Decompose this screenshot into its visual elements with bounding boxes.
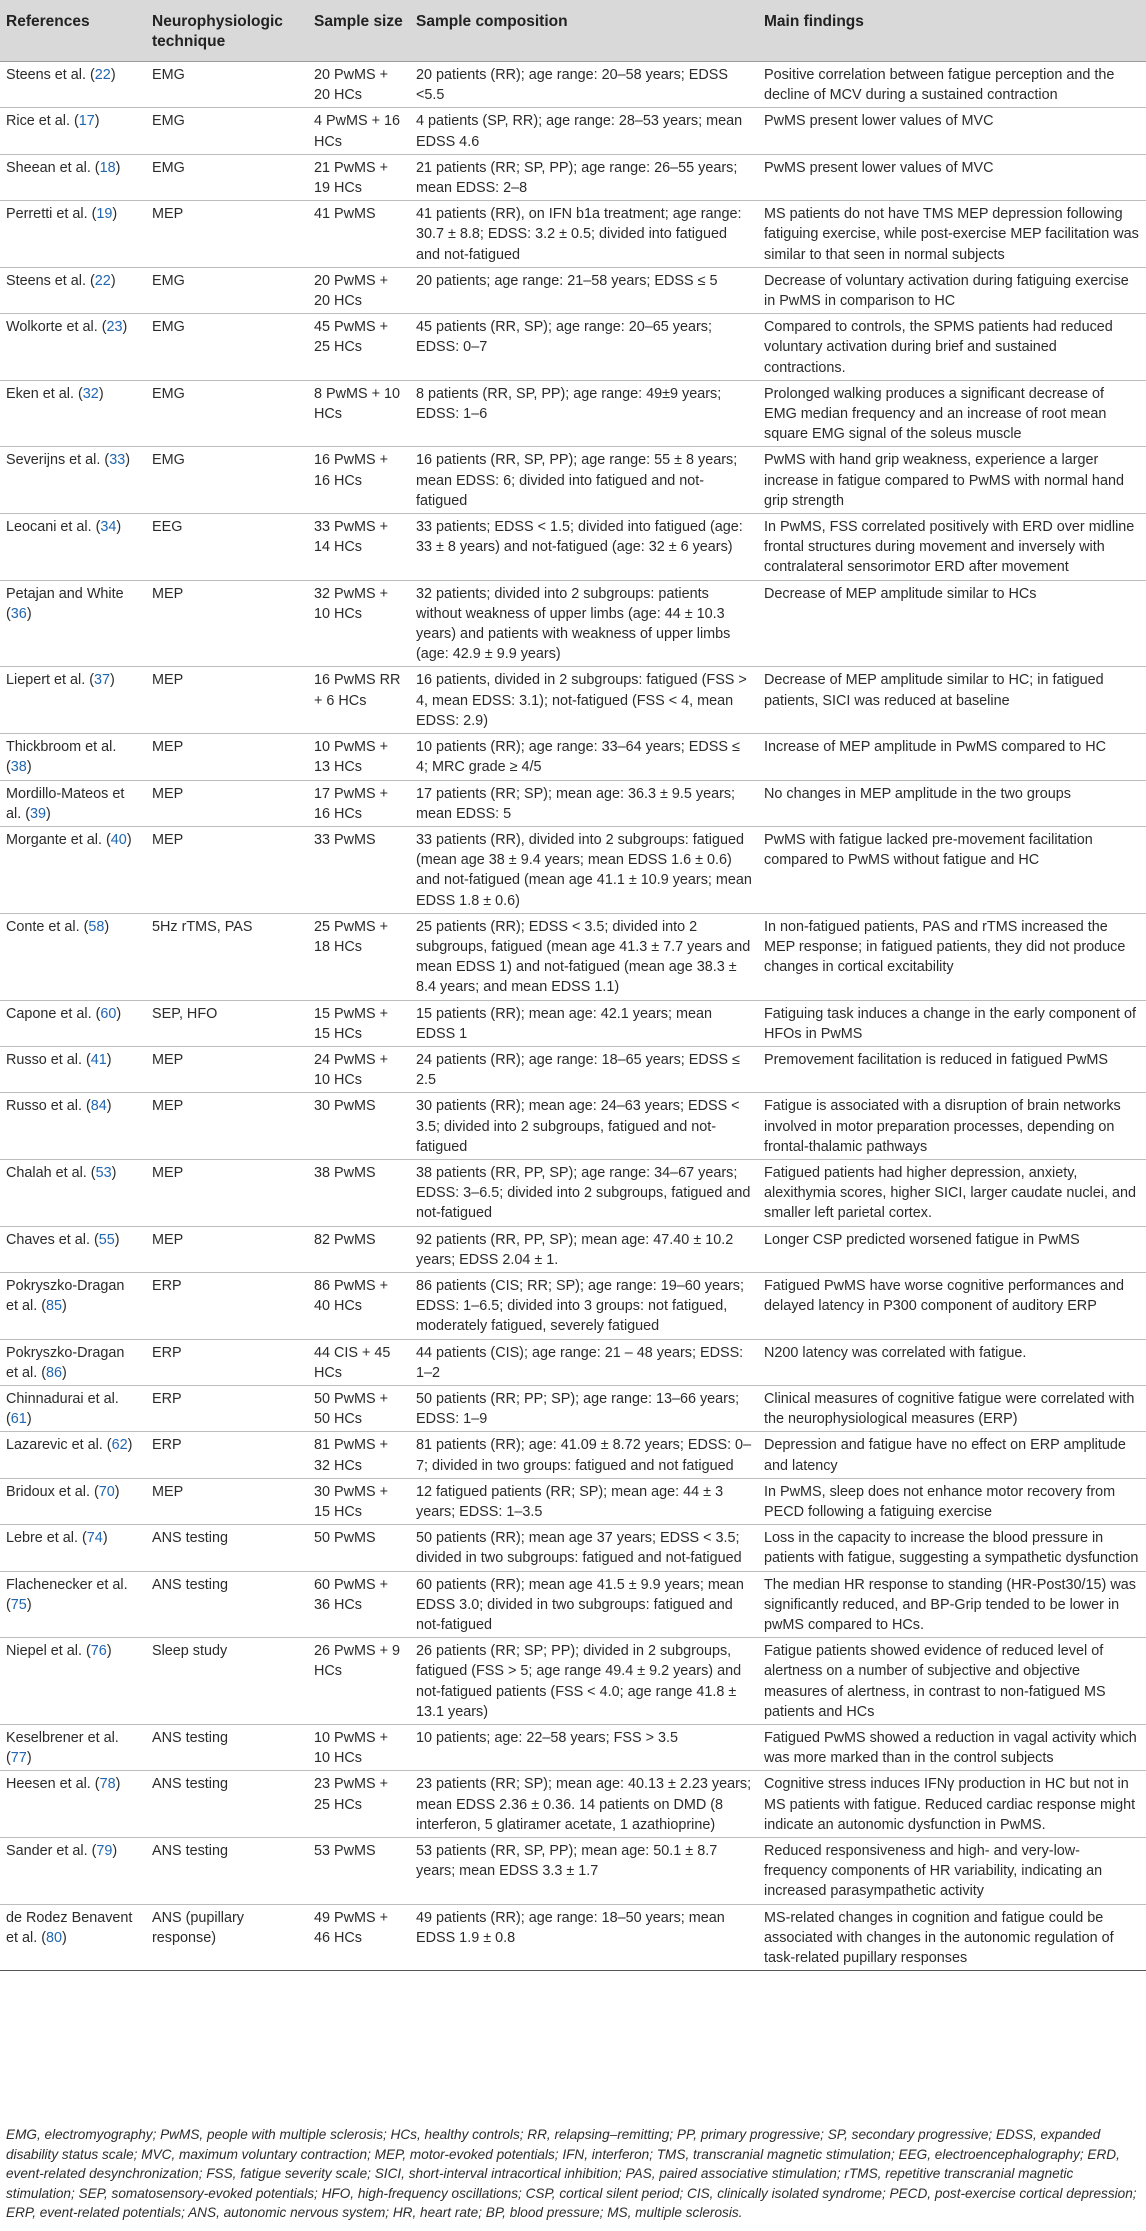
citation-close-paren: ) [122, 319, 128, 336]
main-findings-cell: Fatigued PwMS have worse cognitive performances and delayed latency in P300 component of auditory ERP [764, 1277, 1124, 1315]
reference-cell [0, 1339, 146, 1385]
table-row [0, 62, 1146, 108]
reference-author: Keselbrener et al. ( [6, 1730, 119, 1767]
citation-link[interactable]: 75 [10, 1596, 27, 1613]
main-findings-cell: In non-fatigued patients, PAS and rTMS increased the MEP response; in fatigued patients, they did not produce changes in cortical excitability [764, 918, 1126, 976]
citation-close-paren: ) [126, 831, 132, 848]
technique-cell: MEP [152, 1098, 184, 1115]
technique-cell: ERP [152, 1390, 182, 1407]
main-findings-cell: The median HR response to standing (HR-Post30/15) was significantly reduced, and BP-Grip tended to be lower in pwMS compared to HCs. [764, 1576, 1136, 1634]
sample-size-cell: 30 PwMS [314, 1098, 376, 1115]
table-row [0, 201, 1146, 268]
reference-cell [0, 667, 146, 734]
main-findings-cell: Increase of MEP amplitude in PwMS compared to HC [764, 739, 1107, 756]
reference-cell [0, 514, 146, 581]
sample-composition-cell: 10 patients; age: 22–58 years; FSS > 3.5 [416, 1730, 679, 1747]
citation-link[interactable]: 18 [99, 159, 116, 176]
header-technique: Neurophysiologic technique [146, 0, 308, 62]
reference-cell [0, 1093, 146, 1160]
citation-link[interactable]: 77 [10, 1750, 27, 1767]
table-row [0, 1838, 1146, 1905]
citation-link[interactable]: 53 [95, 1164, 112, 1181]
technique-cell: ERP [152, 1277, 182, 1294]
main-findings-cell: Compared to controls, the SPMS patients had reduced voluntary activation during brief and sustained contractions. [764, 319, 1113, 376]
sample-size-cell: 16 PwMS + 16 HCs [314, 452, 388, 489]
header-sample-size: Sample size [308, 0, 410, 62]
reference-cell [0, 380, 146, 447]
reference-author: Perretti et al. ( [6, 206, 97, 223]
technique-cell: EMG [152, 272, 185, 289]
sample-composition-cell: 60 patients (RR); mean age 41.5 ± 9.9 years; mean EDSS 3.0; divided in two subgroups: fatigued and not-fatigued [416, 1576, 744, 1634]
citation-link[interactable]: 32 [82, 385, 99, 402]
sample-size-cell: 50 PwMS + 50 HCs [314, 1390, 388, 1428]
reference-cell [0, 1159, 146, 1226]
reference-cell [0, 267, 146, 313]
header-row [0, 0, 1146, 62]
main-findings-cell: Decrease of voluntary activation during fatiguing exercise in PwMS in comparison to HC [764, 272, 1129, 310]
citation-link[interactable]: 55 [98, 1231, 115, 1248]
citation-close-paren: ) [98, 385, 104, 402]
sample-composition-cell: 53 patients (RR, SP, PP); mean age: 50.1 ± 8.7 years; mean EDSS 3.3 ± 1.7 [416, 1843, 718, 1880]
sample-size-cell: 8 PwMS + 10 HCs [314, 385, 400, 423]
header-references: References [0, 0, 146, 62]
reference-cell [0, 447, 146, 514]
technique-cell: MEP [152, 785, 184, 802]
table-row [0, 267, 1146, 313]
technique-cell: MEP [152, 206, 184, 223]
sample-size-cell: 41 PwMS [314, 206, 376, 223]
technique-cell: ANS testing [152, 1730, 228, 1747]
table-row [0, 314, 1146, 381]
reference-author: Sander et al. ( [6, 1843, 97, 1860]
citation-close-paren: ) [106, 1098, 112, 1115]
sample-size-cell: 33 PwMS + 14 HCs [314, 519, 388, 556]
citation-close-paren: ) [106, 1051, 112, 1068]
technique-cell: EMG [152, 452, 185, 469]
sample-size-cell: 23 PwMS + 25 HCs [314, 1776, 388, 1813]
reference-author: Pokryszko-Dragan et al. ( [6, 1277, 125, 1315]
reference-cell [0, 1046, 146, 1092]
main-findings-cell: MS patients do not have TMS MEP depression following fatiguing exercise, while post-exercise MEP facilitation was similar to that seen in normal subjects [764, 206, 1139, 263]
citation-close-paren: ) [26, 1596, 32, 1613]
reference-author: Russo et al. ( [6, 1098, 91, 1115]
citation-link[interactable]: 78 [99, 1776, 116, 1793]
main-findings-cell: PwMS with hand grip weakness, experience a larger increase in fatigue compared to PwMS with normal hand grip strength [764, 452, 1124, 509]
reference-cell [0, 1571, 146, 1638]
main-findings-cell: N200 latency was correlated with fatigue. [764, 1344, 1027, 1361]
sample-composition-cell: 23 patients (RR; SP); mean age: 40.13 ± 2.23 years; mean EDSS 2.36 ± 0.36. 14 patients on DMD (8 interferon, 5 glatiramer acetate, 1 azathioprine) [416, 1776, 752, 1833]
technique-cell: MEP [152, 1164, 184, 1181]
sample-composition-cell: 50 patients (RR; PP; SP); age range: 13–66 years; EDSS: 1–9 [416, 1390, 740, 1428]
reference-cell [0, 314, 146, 381]
technique-cell: EMG [152, 159, 185, 176]
citation-link[interactable]: 60 [100, 1005, 117, 1022]
reference-cell [0, 780, 146, 826]
table-row [0, 447, 1146, 514]
sample-size-cell: 45 PwMS + 25 HCs [314, 319, 388, 356]
table-row [0, 1046, 1146, 1092]
sample-composition-cell: 81 patients (RR); age: 41.09 ± 8.72 years; EDSS: 0–7; divided in two groups: fatigued and not fatigued [416, 1437, 752, 1474]
reference-cell [0, 201, 146, 268]
table-row [0, 1385, 1146, 1431]
main-findings-cell: Prolonged walking produces a significant decrease of EMG median frequency and an increase of root mean square EMG signal of the soleus muscle [764, 385, 1107, 443]
main-findings-cell: Loss in the capacity to increase the blood pressure in patients with fatigue, suggesting a sympathetic dysfunction [764, 1530, 1139, 1567]
citation-close-paren: ) [62, 1929, 67, 1946]
reference-author: Leocani et al. ( [6, 519, 101, 536]
sample-size-cell: 82 PwMS [314, 1231, 376, 1248]
main-findings-cell: Decrease of MEP amplitude similar to HC; in fatigued patients, SICI was reduced at baseline [764, 672, 1104, 709]
reference-author: Sheean et al. ( [6, 159, 100, 176]
citation-close-paren: ) [62, 1364, 67, 1381]
sample-composition-cell: 17 patients (RR; SP); mean age: 36.3 ± 9.5 years; mean EDSS: 5 [416, 785, 736, 822]
main-findings-cell: Fatigue is associated with a disruption of brain networks involved in motor preparation processes, depending on frontal-thalamic pathways [764, 1098, 1121, 1155]
citation-link[interactable]: 23 [106, 319, 123, 336]
reference-cell [0, 1000, 146, 1046]
sample-size-cell: 17 PwMS + 16 HCs [314, 785, 388, 822]
table-row [0, 1478, 1146, 1524]
technique-cell: MEP [152, 1231, 184, 1248]
main-findings-cell: Premovement facilitation is reduced in fatigued PwMS [764, 1051, 1108, 1068]
reference-cell [0, 62, 146, 108]
sample-size-cell: 30 PwMS + 15 HCs [314, 1483, 388, 1520]
sample-composition-cell: 92 patients (RR, PP, SP); mean age: 47.40 ± 10.2 years; EDSS 2.04 ± 1. [416, 1231, 734, 1268]
sample-composition-cell: 15 patients (RR); mean age: 42.1 years; mean EDSS 1 [416, 1005, 712, 1042]
citation-link[interactable]: 39 [30, 805, 47, 822]
citation-link[interactable]: 61 [10, 1411, 27, 1428]
citation-link[interactable]: 74 [86, 1530, 103, 1547]
main-findings-cell: Cognitive stress induces IFNγ production in HC but not in MS patients with fatigue. Reduced cardiac response might indicate an autonomic dysfunction in PwMS. [764, 1776, 1136, 1833]
reference-author: Heesen et al. ( [6, 1776, 100, 1793]
citation-link[interactable]: 38 [10, 759, 27, 776]
reference-cell [0, 1272, 146, 1339]
reference-author: Niepel et al. ( [6, 1643, 91, 1660]
reference-author: Eken et al. ( [6, 385, 83, 402]
citation-close-paren: ) [26, 605, 32, 622]
sample-size-cell: 38 PwMS [314, 1164, 376, 1181]
technique-cell: EMG [152, 67, 185, 83]
main-findings-cell: In PwMS, sleep does not enhance motor recovery from PECD following a fatiguing exercise [764, 1483, 1116, 1520]
sample-composition-cell: 24 patients (RR); age range: 18–65 years; EDSS ≤ 2.5 [416, 1051, 740, 1089]
citation-close-paren: ) [114, 1231, 120, 1248]
sample-composition-cell: 41 patients (RR), on IFN b1a treatment; age range: 30.7 ± 8.8; EDSS: 3.2 ± 0.5; divided into fatigued and not-fatigued [416, 206, 742, 263]
table-row [0, 1725, 1146, 1771]
citation-close-paren: ) [110, 67, 116, 83]
sample-size-cell: 44 CIS + 45 HCs [314, 1344, 391, 1381]
reference-author: Lazarevic et al. ( [6, 1437, 112, 1454]
technique-cell: ERP [152, 1344, 182, 1361]
citation-close-paren: ) [26, 1750, 32, 1767]
technique-cell: MEP [152, 1051, 184, 1068]
technique-cell: EMG [152, 385, 185, 402]
main-findings-cell: Clinical measures of cognitive fatigue were correlated with the neurophysiological measures (ERP) [764, 1390, 1135, 1428]
sample-composition-cell: 25 patients (RR); EDSS < 3.5; divided into 2 subgroups, fatigued (mean age 41.3 ± 7.7 years and mean EDSS 1) and not-fatigued (mean age 38.3 ± 8.4 years; and mean EDSS 1.1) [416, 918, 751, 996]
main-findings-cell: Fatigued patients had higher depression, anxiety, alexithymia scores, higher SICI, larger caudate nuclei, and smaller left parietal cortex. [764, 1164, 1136, 1222]
table-row [0, 1339, 1146, 1385]
sample-size-cell: 24 PwMS + 10 HCs [314, 1051, 388, 1089]
table-row [0, 380, 1146, 447]
sample-composition-cell: 16 patients, divided in 2 subgroups: fatigued (FSS > 4, mean EDSS: 3.1); not-fatigued (FSS < 4, mean EDSS: 2.9) [416, 672, 747, 729]
reference-cell [0, 1385, 146, 1431]
citation-link[interactable]: 33 [109, 452, 126, 469]
sample-composition-cell: 21 patients (RR; SP, PP); age range: 26–55 years; mean EDSS: 2–8 [416, 159, 738, 197]
table-row [0, 1525, 1146, 1571]
technique-cell: EMG [152, 319, 185, 336]
sample-composition-cell: 30 patients (RR); mean age: 24–63 years; EDSS < 3.5; divided into 2 subgroups, fatigued and not-fatigued [416, 1098, 740, 1155]
sample-composition-cell: 4 patients (SP, RR); age range: 28–53 years; mean EDSS 4.6 [416, 113, 743, 150]
main-findings-cell: MS-related changes in cognition and fatigue could be associated with changes in the autonomic regulation of task-related pupillary responses [764, 1909, 1114, 1967]
sample-composition-cell: 16 patients (RR, SP, PP); age range: 55 ± 8 years; mean EDSS: 6; divided into fatigued and not-fatigued [416, 452, 738, 509]
technique-cell: 5Hz rTMS, PAS [152, 918, 253, 935]
reference-author: de Rodez Benavent et al. ( [6, 1909, 133, 1946]
citation-link[interactable]: 62 [111, 1437, 128, 1454]
table-row [0, 667, 1146, 734]
sample-composition-cell: 49 patients (RR); age range: 18–50 years; mean EDSS 1.9 ± 0.8 [416, 1909, 725, 1946]
citation-link[interactable]: 22 [94, 272, 111, 289]
citation-close-paren: ) [46, 805, 51, 822]
table-row [0, 734, 1146, 780]
reference-author: Liepert et al. ( [6, 672, 94, 689]
main-findings-cell: Fatigued PwMS showed a reduction in vagal activity which was more marked than in the control subjects [764, 1730, 1137, 1767]
reference-author: Conte et al. ( [6, 918, 89, 935]
citation-close-paren: ) [111, 1164, 117, 1181]
sample-size-cell: 20 PwMS + 20 HCs [314, 272, 388, 310]
citation-link[interactable]: 17 [78, 113, 95, 130]
technique-cell: MEP [152, 1483, 184, 1500]
citation-close-paren: ) [110, 672, 115, 689]
table-row [0, 1904, 1146, 1971]
table-row [0, 1093, 1146, 1160]
sample-size-cell: 15 PwMS + 15 HCs [314, 1005, 388, 1042]
sample-composition-cell: 20 patients; age range: 21–58 years; EDSS ≤ 5 [416, 272, 718, 289]
citation-link[interactable]: 22 [94, 67, 111, 83]
reference-cell [0, 154, 146, 200]
sample-size-cell: 21 PwMS + 19 HCs [314, 159, 388, 197]
citation-close-paren: ) [110, 272, 116, 289]
citation-close-paren: ) [115, 159, 121, 176]
sample-composition-cell: 38 patients (RR, PP, SP); age range: 34–67 years; EDSS: 3–6.5; divided into 2 subgroups, fatigued and not-fatigued [416, 1164, 751, 1222]
citation-close-paren: ) [116, 1005, 122, 1022]
reference-author: Chalah et al. ( [6, 1164, 96, 1181]
reference-author: Russo et al. ( [6, 1051, 91, 1068]
sample-size-cell: 10 PwMS + 10 HCs [314, 1730, 388, 1767]
sample-composition-cell: 32 patients; divided into 2 subgroups: patients without weakness of upper limbs (age: 44 ± 10.3 years) and patients with weakness of upper limbs (age: 42.9 ± 9.9 years) [416, 585, 731, 663]
header-main-findings: Main findings [758, 0, 1146, 62]
table-row [0, 1272, 1146, 1339]
reference-author: Wolkorte et al. ( [6, 319, 107, 336]
technique-cell: ANS testing [152, 1530, 228, 1547]
reference-cell [0, 1478, 146, 1524]
reference-author: Pokryszko-Dragan et al. ( [6, 1344, 125, 1381]
citation-link[interactable]: 79 [96, 1843, 113, 1860]
sample-size-cell: 33 PwMS [314, 831, 376, 848]
table-row [0, 913, 1146, 1000]
technique-cell: ANS testing [152, 1576, 228, 1593]
sample-composition-cell: 8 patients (RR, SP, PP); age range: 49±9 years; EDSS: 1–6 [416, 385, 722, 423]
sample-size-cell: 86 PwMS + 40 HCs [314, 1277, 388, 1315]
sample-size-cell: 81 PwMS + 32 HCs [314, 1437, 388, 1474]
table-row [0, 780, 1146, 826]
table-row [0, 1638, 1146, 1725]
technique-cell: EEG [152, 519, 183, 536]
reference-cell [0, 1525, 146, 1571]
sample-composition-cell: 33 patients; EDSS < 1.5; divided into fatigued (age: 33 ± 8 years) and not-fatigued (age: 32 ± 6 years) [416, 519, 743, 556]
citation-close-paren: ) [102, 1530, 108, 1547]
sample-composition-cell: 26 patients (RR; SP; PP); divided in 2 subgroups, fatigued (FSS > 5; age range 49.4 ± 9.2 years) and not-fatigued patients (FSS < 4.0; age range 41.8 ± 13.1 years) [416, 1643, 742, 1720]
citation-close-paren: ) [112, 206, 118, 223]
sample-composition-cell: 50 patients (RR); mean age 37 years; EDSS < 3.5; divided in two subgroups: fatigued and not-fatigued [416, 1530, 742, 1567]
sample-size-cell: 53 PwMS [314, 1843, 376, 1860]
citation-close-paren: ) [62, 1298, 67, 1315]
header-sample-composition: Sample composition [410, 0, 758, 62]
reference-author: Rice et al. ( [6, 113, 79, 130]
reference-cell [0, 108, 146, 154]
citation-link[interactable]: 40 [110, 831, 127, 848]
sample-size-cell: 32 PwMS + 10 HCs [314, 585, 388, 622]
table-row [0, 1771, 1146, 1838]
citation-link[interactable]: 70 [98, 1483, 115, 1500]
citation-link[interactable]: 85 [46, 1298, 63, 1315]
technique-cell: MEP [152, 831, 184, 848]
citation-link[interactable]: 36 [10, 605, 27, 622]
reference-author: Thickbroom et al. ( [6, 739, 117, 776]
citation-close-paren: ) [26, 759, 32, 776]
reference-author: Capone et al. ( [6, 1005, 101, 1022]
reference-author: Steens et al. ( [6, 272, 95, 289]
main-findings-cell: PwMS present lower values of MVC [764, 113, 994, 130]
reference-cell [0, 734, 146, 780]
main-findings-cell: Fatiguing task induces a change in the early component of HFOs in PwMS [764, 1005, 1136, 1042]
technique-cell: SEP, HFO [152, 1005, 218, 1022]
main-findings-cell: Positive correlation between fatigue perception and the decline of MCV during a sustained contraction [764, 67, 1115, 104]
citation-link[interactable]: 80 [46, 1929, 63, 1946]
table-row [0, 154, 1146, 200]
citation-link[interactable]: 58 [88, 918, 105, 935]
technique-cell: EMG [152, 113, 185, 130]
table-body [0, 62, 1146, 1971]
main-findings-cell: No changes in MEP amplitude in the two groups [764, 785, 1071, 802]
reference-cell [0, 1838, 146, 1905]
reference-author: Mordillo-Mateos et al. ( [6, 785, 125, 822]
citation-link[interactable]: 86 [46, 1364, 63, 1381]
citation-close-paren: ) [127, 1437, 133, 1454]
citation-close-paren: ) [116, 519, 122, 536]
reference-author: Severijns et al. ( [6, 452, 110, 469]
table-row [0, 1432, 1146, 1478]
citation-close-paren: ) [125, 452, 130, 469]
technique-cell: Sleep study [152, 1643, 228, 1660]
sample-size-cell: 60 PwMS + 36 HCs [314, 1576, 388, 1613]
technique-cell: MEP [152, 739, 184, 756]
citation-close-paren: ) [26, 1411, 32, 1428]
main-findings-cell: Longer CSP predicted worsened fatigue in PwMS [764, 1231, 1080, 1248]
table-row [0, 1571, 1146, 1638]
sample-size-cell: 25 PwMS + 18 HCs [314, 918, 388, 955]
citation-close-paren: ) [114, 1483, 120, 1500]
main-findings-cell: Fatigue patients showed evidence of reduced level of alertness on a number of subjective and objective measures of alertness, in contrast to non-fatigued MS patients and HCs [764, 1643, 1106, 1720]
table-row [0, 514, 1146, 581]
sample-composition-cell: 33 patients (RR), divided into 2 subgroups: fatigued (mean age 38 ± 9.4 years; mean EDSS 1.6 ± 0.6) and not-fatigued (mean age 41.1 ± 10.9 years; mean EDSS 1.8 ± 0.6) [416, 831, 752, 909]
technique-cell: ANS testing [152, 1776, 228, 1793]
technique-cell: ANS testing [152, 1843, 228, 1860]
citation-close-paren: ) [115, 1776, 121, 1793]
citation-close-paren: ) [112, 1843, 118, 1860]
citation-link[interactable]: 34 [100, 519, 117, 536]
citation-link[interactable]: 76 [90, 1643, 107, 1660]
table-row [0, 1000, 1146, 1046]
reference-cell [0, 580, 146, 667]
table-row [0, 108, 1146, 154]
sample-composition-cell: 10 patients (RR); age range: 33–64 years; EDSS ≤ 4; MRC grade ≥ 4/5 [416, 739, 740, 776]
citation-close-paren: ) [106, 1643, 112, 1660]
reference-author: Lebre et al. ( [6, 1530, 87, 1547]
reference-cell [0, 1638, 146, 1725]
reference-author: Chaves et al. ( [6, 1231, 99, 1248]
sample-size-cell: 10 PwMS + 13 HCs [314, 739, 388, 776]
reference-cell [0, 1904, 146, 1971]
sample-composition-cell: 12 fatigued patients (RR; SP); mean age: 44 ± 3 years; EDSS: 1–3.5 [416, 1483, 724, 1520]
citation-link[interactable]: 19 [96, 206, 113, 223]
main-findings-cell: Decrease of MEP amplitude similar to HCs [764, 585, 1037, 602]
main-findings-cell: In PwMS, FSS correlated positively with ERD over midline frontal structures during movement and inversely with contralateral sensorimotor ERD after movement [764, 519, 1135, 576]
technique-cell: ERP [152, 1437, 182, 1454]
sample-size-cell: 4 PwMS + 16 HCs [314, 113, 400, 150]
reference-author: Petajan and White ( [6, 585, 124, 622]
citation-link[interactable]: 84 [90, 1098, 107, 1115]
citation-link[interactable]: 37 [94, 672, 111, 689]
reference-author: Bridoux et al. ( [6, 1483, 99, 1500]
reference-cell [0, 913, 146, 1000]
main-findings-cell: Reduced responsiveness and high- and very-low-frequency components of HR variability, indicating an increased parasympathetic activity [764, 1843, 1103, 1900]
table-row [0, 1226, 1146, 1272]
sample-composition-cell: 20 patients (RR); age range: 20–58 years; EDSS <5.5 [416, 67, 728, 104]
table-header [0, 0, 1146, 62]
sample-size-cell: 49 PwMS + 46 HCs [314, 1909, 388, 1946]
citation-close-paren: ) [104, 918, 110, 935]
main-findings-cell: PwMS with fatigue lacked pre-movement facilitation compared to PwMS without fatigue and HC [764, 831, 1093, 869]
sample-size-cell: 20 PwMS + 20 HCs [314, 67, 388, 104]
sample-composition-cell: 45 patients (RR, SP); age range: 20–65 years; EDSS: 0–7 [416, 319, 712, 356]
citation-close-paren: ) [94, 113, 100, 130]
reference-cell [0, 1771, 146, 1838]
technique-cell: MEP [152, 672, 184, 689]
technique-cell: ANS (pupillary response) [152, 1909, 244, 1946]
main-findings-cell: Depression and fatigue have no effect on ERP amplitude and latency [764, 1437, 1126, 1474]
sample-size-cell: 26 PwMS + 9 HCs [314, 1643, 400, 1680]
technique-cell: MEP [152, 585, 184, 602]
sample-composition-cell: 86 patients (CIS; RR; SP); age range: 19–60 years; EDSS: 1–6.5; divided into 3 groups: not fatigued, moderately fatigued, severely fatigued [416, 1277, 744, 1335]
main-findings-cell: PwMS present lower values of MVC [764, 159, 994, 176]
table-row [0, 1159, 1146, 1226]
citation-link[interactable]: 41 [90, 1051, 107, 1068]
reference-cell [0, 826, 146, 913]
table-footnote: EMG, electromyography; PwMS, people with multiple sclerosis; HCs, healthy controls; RR, relapsing–remitting; PP, primary progressive; SP, secondary progressive; EDSS, expanded disability status scale; MVC, maximum voluntary contraction; MEP, motor-evoked potentials; IFN, interferon; TMS, transcranial magnetic stimulation; EEG, electroencephalography; ERD, event-related desynchronization; FSS, fatigue severity scale; SICI, short-interval intracortical inhibition; PAS, paired associative stimulation; rTMS, repetitive transcranial magnetic stimulation; SEP, somatosensory-evoked potentials; HFO, high-frequency oscillations; CSP, cortical silent period; CIS, clinically isolated syndrome; PECD, post-exercise cortical depression; ERP, event-related potentials; ANS, autonomic nervous system; HR, heart rate; BP, blood pressure; MS, multiple sclerosis. [6, 2127, 1137, 2220]
table-row [0, 580, 1146, 667]
reference-cell [0, 1432, 146, 1478]
reference-author: Flachenecker et al. ( [6, 1576, 128, 1613]
reference-author: Chinnadurai et al. ( [6, 1390, 119, 1428]
reference-cell [0, 1725, 146, 1771]
sample-size-cell: 16 PwMS RR + 6 HCs [314, 672, 401, 709]
reference-author: Steens et al. ( [6, 67, 95, 83]
sample-composition-cell: 44 patients (CIS); age range: 21 – 48 years; EDSS: 1–2 [416, 1344, 744, 1381]
reference-cell [0, 1226, 146, 1272]
sample-size-cell: 50 PwMS [314, 1530, 376, 1547]
reference-author: Morgante et al. ( [6, 831, 111, 848]
table-row [0, 826, 1146, 913]
